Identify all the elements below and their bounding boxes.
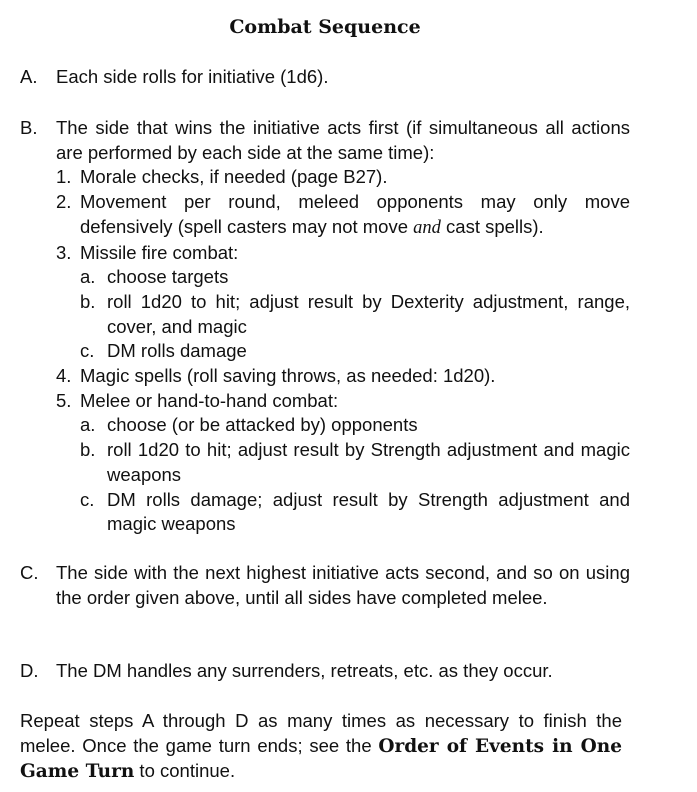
step-b-item-4-label: 4. bbox=[56, 365, 72, 387]
step-b-item-4-text: Magic spells (roll saving throws, as needed: 1d20). bbox=[80, 365, 496, 387]
step-b-item-5-label: 5. bbox=[56, 389, 72, 411]
closing-paragraph bbox=[20, 709, 622, 785]
step-b-item-2-text-after: cast spells). bbox=[440, 215, 544, 237]
step-b-item-2-text-before: Movement per round, meleed opponents may only move defensively (spell casters may not move bbox=[80, 191, 630, 237]
step-c-label: C. bbox=[20, 562, 39, 583]
step-d bbox=[20, 659, 630, 684]
step-b-item-1 bbox=[20, 165, 630, 190]
step-b-item-5c-label: c. bbox=[80, 488, 95, 510]
step-b-item-3a bbox=[20, 265, 630, 290]
step-b-item-3c-label: c. bbox=[80, 340, 95, 362]
step-b-item-5a-label: a. bbox=[80, 414, 96, 436]
closing-text-after: to continue. bbox=[134, 760, 236, 782]
step-b-item-2-text bbox=[80, 190, 630, 240]
step-a bbox=[20, 65, 630, 90]
step-b-item-5b-label: b. bbox=[80, 439, 96, 461]
step-b-label: B. bbox=[20, 117, 38, 138]
step-b-item-1-label: 1. bbox=[56, 166, 72, 188]
step-b-item-3b-text: roll 1d20 to hit; adjust result by Dexterity adjustment, range, cover, and magic bbox=[107, 290, 630, 337]
step-b-item-2 bbox=[20, 190, 630, 240]
step-d-text: The DM handles any surrenders, retreats, etc. as they occur. bbox=[56, 660, 553, 681]
step-b-item-3a-text: choose targets bbox=[107, 266, 229, 288]
step-b bbox=[20, 116, 630, 537]
step-c bbox=[20, 561, 630, 610]
step-b-item-3b-label: b. bbox=[80, 290, 96, 312]
step-b-item-5-text: Melee or hand-to-hand combat: bbox=[80, 389, 339, 411]
step-b-item-5b-text: roll 1d20 to hit; adjust result by Strength adjustment and magic weapons bbox=[107, 439, 630, 485]
step-b-item-1-text: Morale checks, if needed (page B27). bbox=[80, 166, 388, 188]
step-b-item-3b bbox=[20, 290, 630, 339]
step-b-item-2-emphasis: and bbox=[413, 217, 441, 238]
step-a-label: A. bbox=[20, 66, 38, 87]
step-a-text: Each side rolls for initiative (1d6). bbox=[56, 66, 329, 87]
step-b-item-3-label: 3. bbox=[56, 241, 72, 263]
step-b-item-3 bbox=[20, 241, 630, 266]
step-b-item-3a-label: a. bbox=[80, 266, 96, 288]
step-b-item-5c bbox=[20, 488, 630, 537]
step-b-item-5 bbox=[20, 389, 630, 414]
step-b-item-3c-text: DM rolls damage bbox=[107, 340, 247, 362]
step-b-item-3-text: Missile fire combat: bbox=[80, 241, 239, 263]
step-b-item-5b bbox=[20, 438, 630, 487]
step-b-item-2-label: 2. bbox=[56, 191, 72, 213]
step-d-label: D. bbox=[20, 660, 39, 681]
step-b-item-5a-text: choose (or be attacked by) opponents bbox=[107, 414, 418, 436]
step-b-item-5c-text: DM rolls damage; adjust result by Strength adjustment and magic weapons bbox=[107, 488, 630, 535]
closing-text-before: Repeat steps A through D as many times as necessary to finish the melee. Once the game turn ends; see the bbox=[20, 710, 622, 756]
page-title: Combat Sequence bbox=[229, 16, 421, 38]
step-c-text: The side with the next highest initiative acts second, and so on using the order given above, until all sides have completed melee. bbox=[56, 562, 630, 608]
order-of-events-reference: Order of Events in One Game Turn bbox=[20, 735, 622, 783]
step-b-item-4 bbox=[20, 364, 630, 389]
step-b-text: The side that wins the initiative acts first (if simultaneous all actions are performed by each side at the same time): bbox=[56, 117, 630, 163]
step-b-item-5a bbox=[20, 413, 630, 438]
step-b-item-3c bbox=[20, 339, 630, 364]
